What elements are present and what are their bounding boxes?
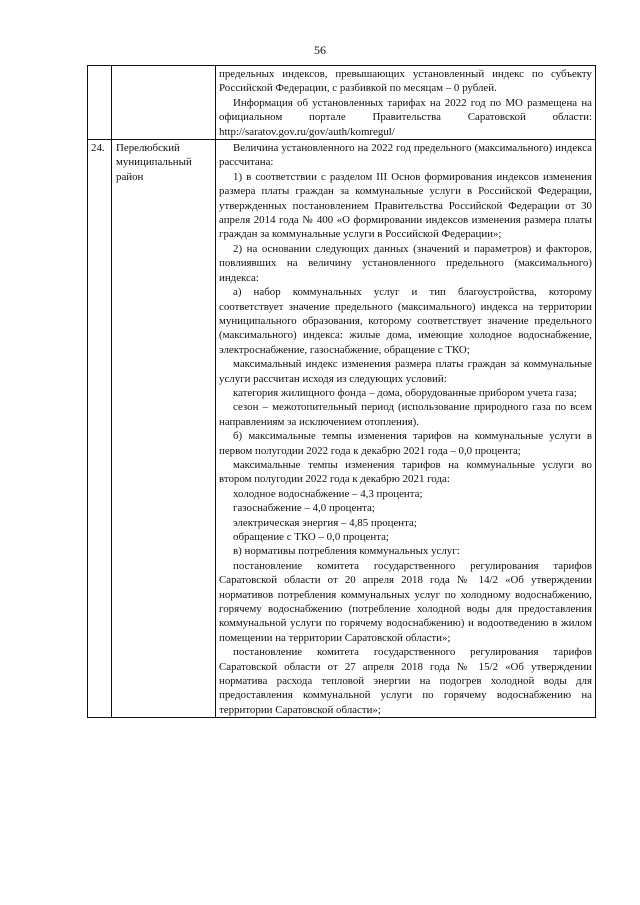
paragraph: а) набор коммунальных услуг и тип благоустройства, которому соответствует значение предельного (максимального) индекса на территории муниципального образования, которому соответствует значение предельного (максимального) индекса: жилые дома, имеющие холодное водоснабжение, электроснабжение, газоснабжение, обращение с ТКО; [219, 286, 592, 356]
paragraph: максимальные темпы изменения тарифов на коммунальные услуги во втором полугодии 2022 года к декабрю 2021 года: [219, 458, 592, 486]
description-cell [216, 66, 596, 140]
paragraph: постановление комитета государственного регулирования тарифов Саратовской области от 20 апреля 2018 года № 14/2 «Об утверждении нормативов потребления коммунальных услуг по холодному водоснабжению, горячему водоснабжению (потребление холодной воды для предоставления коммунальной услуги по горячему водоснабжению) и водоотведению в жилом помещении на территории Саратовской области»; [219, 559, 592, 644]
paragraph: 1) в соответствии с разделом III Основ формирования индексов изменения размера платы граждан за коммунальные услуги в Российской Федерации, утвержденных постановлением Правительства Российской Федерации от 30 апреля 2014 года № 400 «О формировании индексов изменения размера платы граждан за коммунальные услуги в Российской Федерации»; [219, 170, 592, 241]
table-row [88, 140, 596, 718]
paragraph: Информация об установленных тарифах на 2022 год по МО размещена на официальном портале Правительства Саратовской области: http://saratov.gov.ru/gov/auth/komregul/ [219, 96, 592, 138]
page-number: 56 [314, 43, 326, 57]
row-number-cell [88, 66, 112, 140]
paragraph: категория жилищного фонда – дома, оборудованные прибором учета газа; [233, 386, 577, 399]
paragraph: максимальный индекс изменения размера платы граждан за коммунальные услуги рассчитан исходя из следующих условий: [219, 358, 592, 385]
paragraph: электрическая энергия – 4,85 процента; [233, 516, 417, 529]
paragraph: 2) на основании следующих данных (значений и параметров) и факторов, повлиявших на величину установленного предельного (максимального) индекса: [219, 242, 592, 284]
paragraph: предельных индексов, превышающих установленный индекс по субъекту Российской Федерации, с разбивкой по месяцам – 0 рублей. [219, 68, 592, 95]
table-row [88, 66, 596, 140]
document-table [87, 65, 596, 718]
municipality-name-cell: Перелюбский муниципальный район [112, 140, 216, 718]
paragraph: газоснабжение – 4,0 процента; [233, 502, 375, 515]
paragraph: сезон – межотопительный период (использование природного газа по всем направлениям за исключением отопления). [219, 401, 592, 428]
paragraph: в) нормативы потребления коммунальных услуг: [233, 545, 460, 558]
description-cell [216, 140, 596, 718]
paragraph: б) максимальные темпы изменения тарифов на коммунальные услуги в первом полугодии 2022 года к декабрю 2021 года – 0,0 процента; [219, 430, 592, 457]
paragraph: холодное водоснабжение – 4,3 процента; [233, 487, 423, 500]
paragraph: Величина установленного на 2022 год предельного (максимального) индекса рассчитана: [219, 142, 592, 169]
paragraph: постановление комитета государственного регулирования тарифов Саратовской области от 27 апреля 2018 года № 15/2 «Об утверждении норматива расхода тепловой энергии на подогрев холодной воды для предоставления коммунальной услуги по горячему водоснабжению на территории Саратовской области»; [219, 646, 592, 716]
paragraph: обращение с ТКО – 0,0 процента; [233, 531, 389, 543]
row-number-cell: 24. [88, 140, 112, 718]
municipality-name-cell [112, 66, 216, 140]
